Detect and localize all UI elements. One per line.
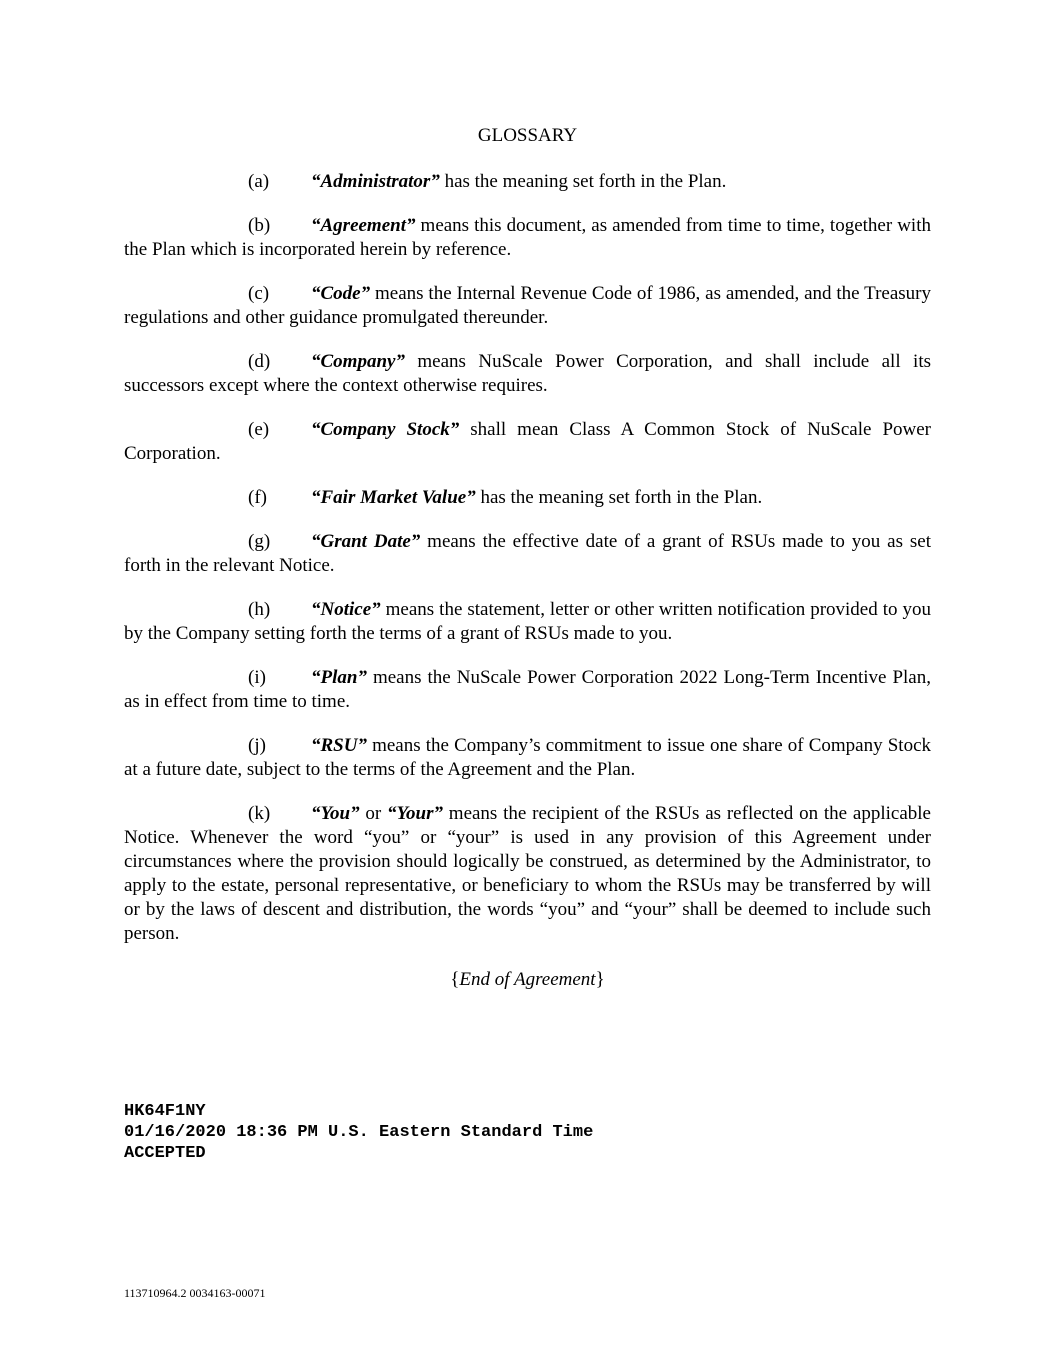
definition-index: (e)	[248, 419, 270, 440]
definition-term: “Notice”	[311, 599, 381, 620]
definition-index: (a)	[248, 171, 270, 192]
definition-index: (g)	[248, 531, 271, 552]
page-title: GLOSSARY	[477, 125, 578, 146]
end-brace-open: {	[450, 969, 460, 990]
definition-connector: or	[359, 803, 388, 824]
definition-index: (f)	[248, 487, 267, 508]
definition-term: “Your”	[387, 803, 443, 824]
definition-text: means this document, as amended from time to time, together with the Plan which is incorporated herein by reference.	[124, 215, 931, 260]
definition-rsu	[124, 734, 931, 782]
definition-index: (b)	[248, 215, 271, 236]
definition-company-stock	[124, 418, 931, 466]
definition-code	[124, 282, 931, 330]
definition-index: (c)	[248, 283, 270, 304]
definition-term: “Fair Market Value”	[311, 487, 476, 508]
acceptance-stamp	[124, 1101, 593, 1164]
definition-agreement	[124, 214, 931, 262]
definition-fair-market-value	[124, 486, 931, 510]
document-footer-id: 113710964.2 0034163-00071	[124, 1286, 266, 1300]
definition-index: (d)	[248, 351, 271, 372]
definition-index: (k)	[248, 803, 271, 824]
definition-text: means the effective date of a grant of RSUs made to you as set forth in the relevant Notice.	[124, 531, 931, 576]
glossary-body	[124, 170, 931, 992]
definition-term: “Company Stock”	[311, 419, 460, 440]
definition-text: has the meaning set forth in the Plan.	[439, 171, 727, 192]
definition-text: means the NuScale Power Corporation 2022 Long-Term Incentive Plan, as in effect from time to time.	[124, 667, 931, 712]
definition-text: means the statement, letter or other written notification provided to you by the Company setting forth the terms of a grant of RSUs made to you.	[124, 599, 931, 644]
definition-you	[124, 802, 931, 946]
definition-term: “Plan”	[311, 667, 367, 688]
definition-text: means the Internal Revenue Code of 1986, as amended, and the Treasury regulations and other guidance promulgated thereunder.	[124, 283, 931, 328]
definition-text: shall mean Class A Common Stock of NuScale Power Corporation.	[124, 419, 931, 464]
definition-text: means NuScale Power Corporation, and shall include all its successors except where the context otherwise requires.	[124, 351, 931, 396]
definition-administrator	[124, 170, 931, 194]
end-of-agreement	[124, 968, 931, 992]
definition-text: means the recipient of the RSUs as reflected on the applicable Notice. Whenever the word “you” or “your” is used in any provision of this Agreement under circumstances where the provision should logically be construed, as determined by the Administrator, to apply to the estate, personal representative, or beneficiary to whom the RSUs may be transferred by will or by the laws of descent and distribution, the words “you” and “your” shall be deemed to include such person.	[124, 803, 931, 944]
definition-plan	[124, 666, 931, 714]
definition-text: means the Company’s commitment to issue one share of Company Stock at a future date, subject to the terms of the Agreement and the Plan.	[124, 735, 931, 780]
definition-term: “Company”	[311, 351, 405, 372]
definition-index: (j)	[248, 735, 266, 756]
definition-term: “Administrator”	[311, 171, 440, 192]
definition-term: “Code”	[311, 283, 371, 304]
definition-notice	[124, 598, 931, 646]
definition-term: “Agreement”	[311, 215, 416, 236]
definition-index: (i)	[248, 667, 266, 688]
definition-company	[124, 350, 931, 398]
definition-term: “RSU”	[311, 735, 367, 756]
definition-term: “You”	[311, 803, 360, 824]
stamp-status: ACCEPTED	[124, 1144, 206, 1163]
end-brace-close: }	[595, 969, 605, 990]
definition-term: “Grant Date”	[311, 531, 421, 552]
definition-text: has the meaning set forth in the Plan.	[475, 487, 763, 508]
stamp-code: HK64F1NY	[124, 1102, 206, 1121]
definition-grant-date	[124, 530, 931, 578]
end-text: End of Agreement	[459, 969, 596, 990]
stamp-datetime: 01/16/2020 18:36 PM U.S. Eastern Standard Time	[124, 1123, 594, 1142]
definition-index: (h)	[248, 599, 271, 620]
